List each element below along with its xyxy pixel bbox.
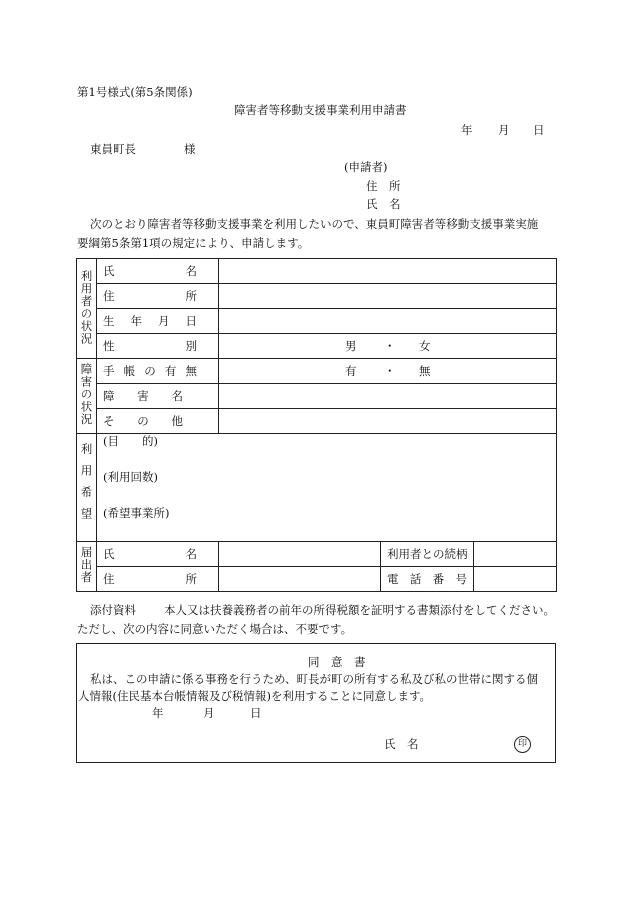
label-text: 氏 名 xyxy=(103,264,197,278)
reporter-address-field[interactable] xyxy=(219,567,381,592)
date-year-label: 年 xyxy=(461,123,473,137)
hope-purpose-label: (目 的) xyxy=(103,434,158,448)
date-day-label: 日 xyxy=(533,123,545,137)
user-birthdate-label xyxy=(97,309,219,334)
reporter-address-label xyxy=(97,567,219,592)
user-name-label xyxy=(97,259,219,284)
disability-name-field[interactable] xyxy=(219,384,557,409)
notebook-separator: ・ xyxy=(384,364,396,378)
intro-line-1: 次のとおり障害者等移動支援事業を利用したいので、東員町障害者等移動支援事業実施 xyxy=(90,217,539,231)
notebook-yes-option[interactable]: 有 xyxy=(345,364,357,378)
label-text: 住 所 xyxy=(103,289,197,303)
consent-box xyxy=(76,643,556,763)
relationship-field[interactable] xyxy=(474,542,557,567)
notebook-choice[interactable] xyxy=(219,359,557,384)
hope-field[interactable] xyxy=(97,434,557,542)
consent-year-label: 年 xyxy=(152,706,164,720)
other-field[interactable] xyxy=(219,409,557,434)
user-sex-label xyxy=(97,334,219,359)
consent-name-label: 氏 名 xyxy=(384,737,419,751)
application-table xyxy=(76,258,557,592)
form-number: 第1号様式(第5条関係) xyxy=(77,85,193,99)
notebook-label xyxy=(97,359,219,384)
other-label xyxy=(97,409,219,434)
relationship-label: 利用者との続柄 xyxy=(381,542,474,567)
disability-name-label xyxy=(97,384,219,409)
seal-mark: 印 xyxy=(514,736,531,753)
applicant-name-label: 氏 名 xyxy=(366,197,401,211)
disability-section-heading: 障害の状況 xyxy=(77,359,97,434)
attachment-label: 添付資料 xyxy=(90,603,136,617)
user-birthdate-field[interactable] xyxy=(219,309,557,334)
label-text: 住 所 xyxy=(103,572,197,586)
label-text: 氏 名 xyxy=(103,547,197,561)
label-text: 電 話 番 号 xyxy=(387,572,467,586)
user-name-field[interactable] xyxy=(219,259,557,284)
sex-female-option[interactable]: 女 xyxy=(419,339,431,353)
user-sex-choice[interactable] xyxy=(219,334,557,359)
consent-day-label: 日 xyxy=(250,706,262,720)
user-section-heading: 利用者の状況 xyxy=(77,259,97,359)
date-month-label: 月 xyxy=(498,123,510,137)
consent-month-label: 月 xyxy=(203,706,215,720)
user-address-field[interactable] xyxy=(219,284,557,309)
label-text: 障 害 名 xyxy=(103,389,183,403)
attachment-text: 本人又は扶養義務者の前年の所得税額を証明する書類添付をしてください。 xyxy=(164,603,555,617)
label-text: 手 帳 の 有 無 xyxy=(103,364,197,378)
applicant-address-label: 住 所 xyxy=(366,179,401,193)
applicant-label: (申請者) xyxy=(344,160,388,174)
notebook-no-option[interactable]: 無 xyxy=(419,364,431,378)
consent-line-2: 人情報(住民基本台帳情報及び税情報)を利用することに同意します。 xyxy=(78,689,432,703)
addressee: 東員町長 xyxy=(90,142,136,156)
label-text: 性 別 xyxy=(103,339,197,353)
form-title: 障害者等移動支援事業利用申請書 xyxy=(234,103,407,117)
phone-label xyxy=(381,567,474,592)
label-text: そ の 他 xyxy=(103,414,183,428)
user-address-label xyxy=(97,284,219,309)
consent-line-1: 私は、この申請に係る事務を行うため、町長が町の所有する私及び私の世帯に関する個 xyxy=(90,672,539,686)
attachment-note: ただし、次の内容に同意いただく場合は、不要です。 xyxy=(77,622,353,636)
intro-line-2: 要綱第5条第1項の規定により、申請します。 xyxy=(77,236,310,250)
hope-count-label: (利用回数) xyxy=(103,470,158,484)
consent-title: 同 意 書 xyxy=(308,655,366,669)
label-text: 生 年 月 日 xyxy=(103,314,197,328)
hope-section-heading: 利用希望 xyxy=(77,434,97,542)
reporter-section-heading: 届出者 xyxy=(77,542,97,592)
phone-field[interactable] xyxy=(474,567,557,592)
reporter-name-label xyxy=(97,542,219,567)
sex-male-option[interactable]: 男 xyxy=(345,339,357,353)
sex-separator: ・ xyxy=(384,339,396,353)
honorific: 様 xyxy=(184,142,196,156)
reporter-name-field[interactable] xyxy=(219,542,381,567)
hope-provider-label: (希望事業所) xyxy=(103,506,170,520)
